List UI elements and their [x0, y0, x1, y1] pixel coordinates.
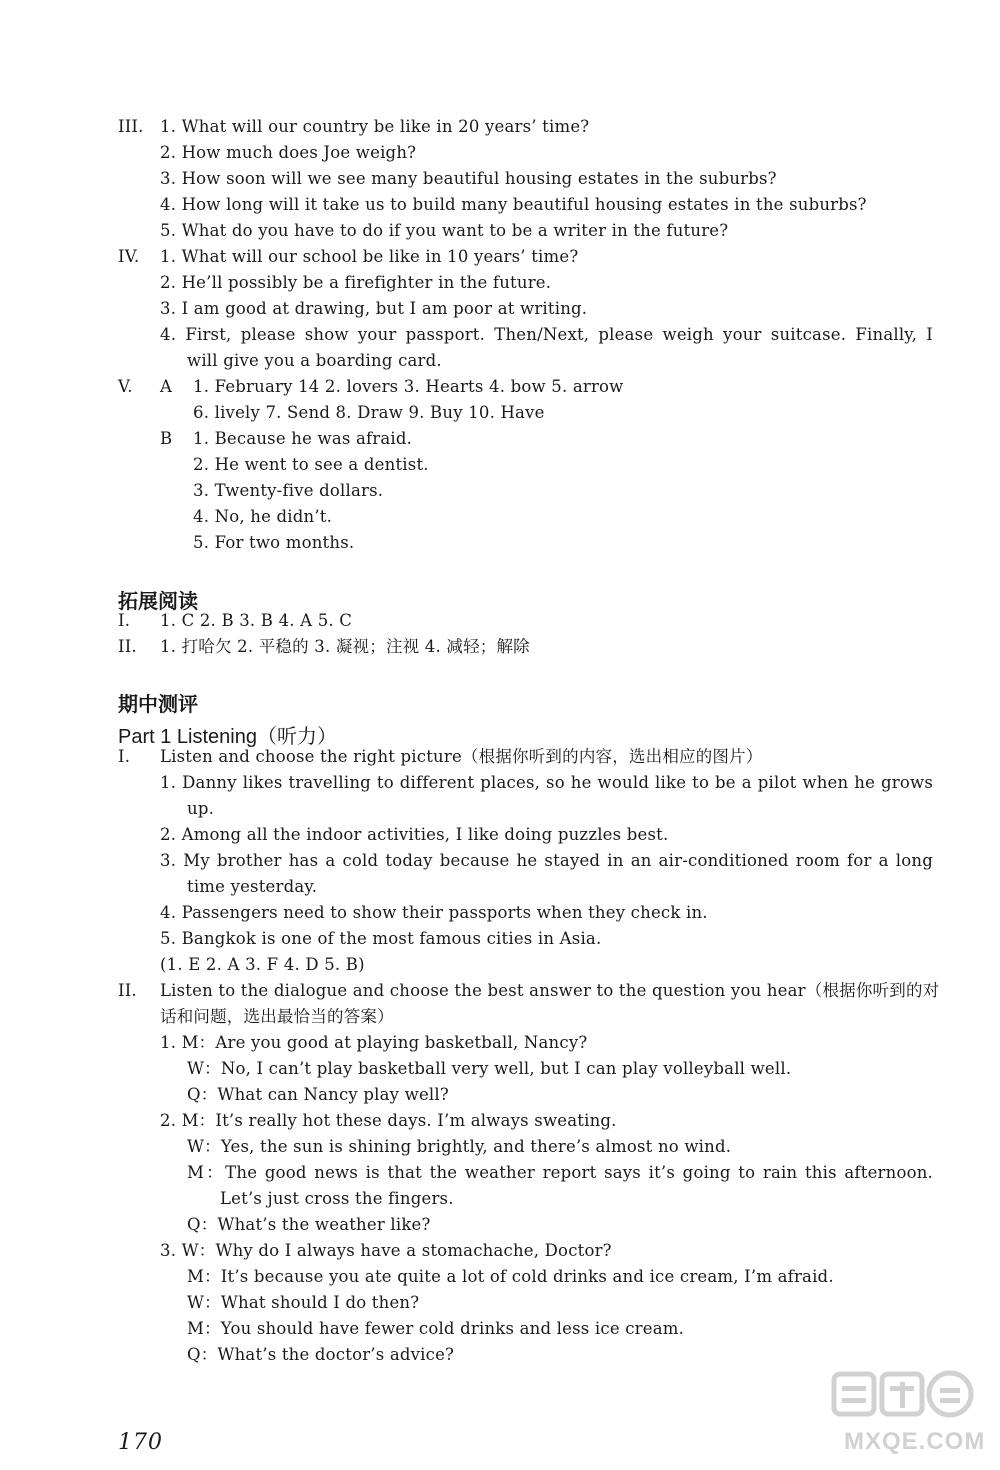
section-iv-item-4-cont: will give you a boarding card. [187, 351, 442, 370]
listening-i-item-5: 5. Bangkok is one of the most famous cities in Asia. [160, 929, 602, 948]
dialogue-1-q: Q：What can Nancy play well? [187, 1085, 449, 1104]
page-number: 170 [118, 1430, 163, 1455]
dialogue-3-m2: M：You should have fewer cold drinks and less ice cream. [187, 1319, 685, 1338]
dialogue-2-m2: M：The good news is that the weather report says it’s going to rain this afternoon. [187, 1163, 933, 1182]
listening-i-item-3-cont: time yesterday. [187, 877, 318, 896]
extended-reading-heading: 拓展阅读 [118, 589, 198, 613]
watermark-text: MXQE.COM [844, 1428, 986, 1455]
dialogue-3-q: Q：What’s the doctor’s advice? [187, 1345, 455, 1364]
section-iv-number: IV. [118, 247, 140, 266]
section-v-a-label: A [160, 377, 173, 396]
section-iii-item-4: 4. How long will it take us to build many beautiful housing estates in the suburbs? [160, 195, 867, 214]
extended-reading-ii-number: II. [118, 637, 137, 656]
dialogue-3-w: 3. W：Why do I always have a stomachache, Doctor? [160, 1241, 612, 1260]
dialogue-3-m: M：It’s because you ate quite a lot of cold drinks and ice cream, I’m afraid. [187, 1267, 834, 1286]
dialogue-2-q: Q：What’s the weather like? [187, 1215, 431, 1234]
section-v-a-line-1: 1. February 14 2. lovers 3. Hearts 4. bow 5. arrow [193, 377, 624, 396]
listening-i-item-1-cont: up. [187, 799, 215, 818]
listening-ii-instruction-line-1: Listen to the dialogue and choose the best answer to the question you hear（根据你听到的对 [160, 981, 940, 1000]
listening-i-item-1: 1. Danny likes travelling to different places, so he would like to be a pilot when he grows [160, 773, 933, 792]
section-v-number: V. [118, 377, 133, 396]
section-iii-number: III. [118, 117, 144, 136]
section-v-b-item-2: 2. He went to see a dentist. [193, 455, 429, 474]
listening-i-instruction: Listen and choose the right picture（根据你听到的内容，选出相应的图片） [160, 747, 763, 766]
dialogue-1-w: W：No, I can’t play basketball very well, but I can play volleyball well. [187, 1059, 792, 1078]
section-iv-item-1: 1. What will our school be like in 10 years’ time? [160, 247, 579, 266]
section-iii-item-2: 2. How much does Joe weigh? [160, 143, 417, 162]
extended-reading-i-number: I. [118, 611, 131, 630]
section-v-b-item-4: 4. No, he didn’t. [193, 507, 333, 526]
listening-i-answers: (1. E 2. A 3. F 4. D 5. B) [160, 955, 365, 974]
part1-heading: Part 1 Listening（听力） [118, 726, 337, 748]
listening-i-item-2: 2. Among all the indoor activities, I like doing puzzles best. [160, 825, 669, 844]
section-iv-item-4: 4. First, please show your passport. Then/Next, please weigh your suitcase. Finally, I [160, 325, 933, 344]
section-iii-item-5: 5. What do you have to do if you want to be a writer in the future? [160, 221, 729, 240]
listening-i-item-3: 3. My brother has a cold today because he stayed in an air-conditioned room for a long [160, 851, 933, 870]
section-v-b-item-5: 5. For two months. [193, 533, 355, 552]
dialogue-2-m2-cont: Let’s just cross the fingers. [220, 1189, 454, 1208]
listening-ii-number: II. [118, 981, 137, 1000]
section-iii-item-1: 1. What will our country be like in 20 years’ time? [160, 117, 590, 136]
extended-reading-ii-answers: 1. 打哈欠 2. 平稳的 3. 凝视；注视 4. 减轻；解除 [160, 637, 530, 656]
watermark-logo [782, 1368, 986, 1464]
section-iv-item-2: 2. He’ll possibly be a firefighter in the future. [160, 273, 552, 292]
section-iii-item-3: 3. How soon will we see many beautiful housing estates in the suburbs? [160, 169, 777, 188]
section-v-b-label: B [160, 429, 173, 448]
listening-i-number: I. [118, 747, 131, 766]
listening-ii-instruction-line-2: 话和问题，选出最恰当的答案） [160, 1007, 394, 1026]
listening-i-item-4: 4. Passengers need to show their passports when they check in. [160, 903, 708, 922]
section-v-b-item-1: 1. Because he was afraid. [193, 429, 413, 448]
section-v-b-item-3: 3. Twenty-five dollars. [193, 481, 384, 500]
section-iv-item-3: 3. I am good at drawing, but I am poor at writing. [160, 299, 588, 318]
section-v-a-line-2: 6. lively 7. Send 8. Draw 9. Buy 10. Have [193, 403, 545, 422]
midterm-heading: 期中测评 [118, 692, 198, 716]
dialogue-1-m: 1. M：Are you good at playing basketball, Nancy? [160, 1033, 588, 1052]
extended-reading-i-answers: 1. C 2. B 3. B 4. A 5. C [160, 611, 353, 630]
dialogue-3-w2: W：What should I do then? [187, 1293, 420, 1312]
dialogue-2-m: 2. M：It’s really hot these days. I’m always sweating. [160, 1111, 617, 1130]
dialogue-2-w: W：Yes, the sun is shining brightly, and there’s almost no wind. [187, 1137, 732, 1156]
